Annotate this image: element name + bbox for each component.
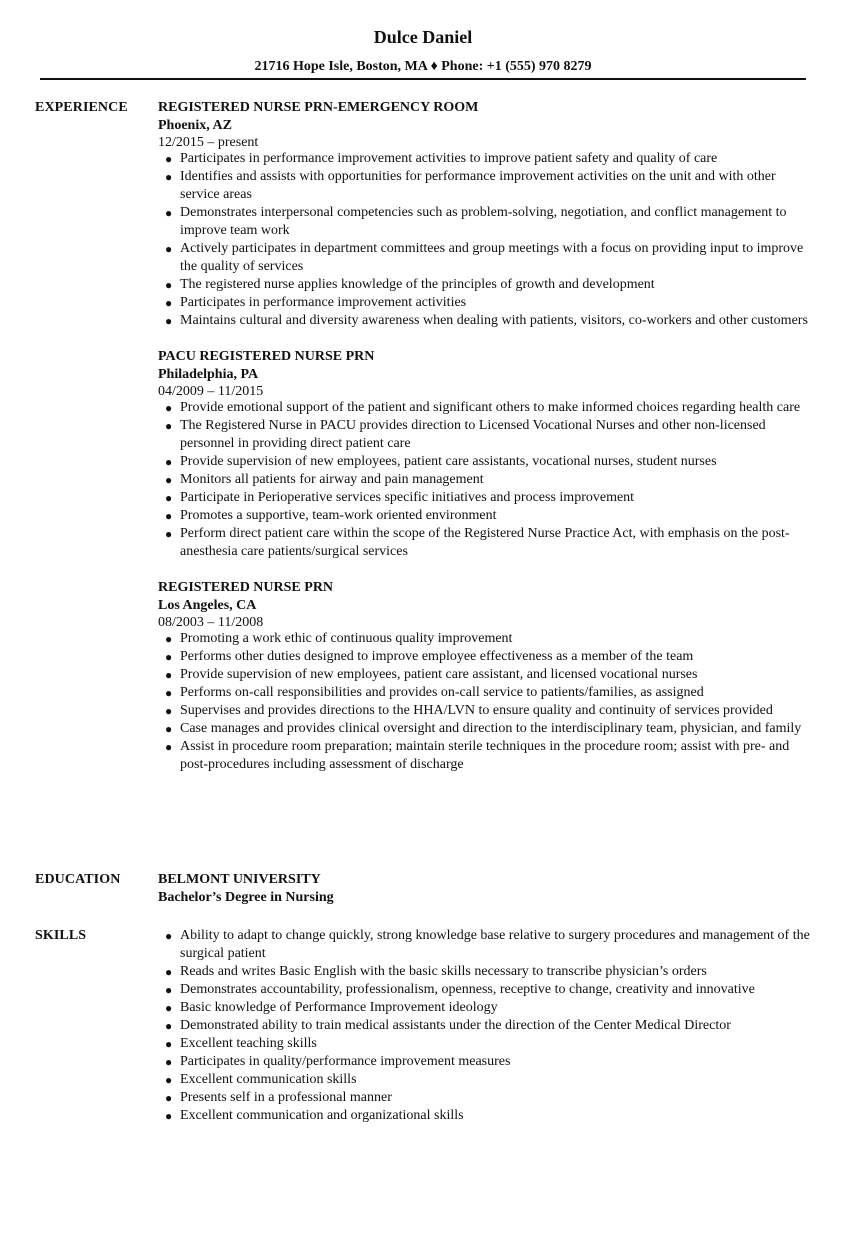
- skill-text: Presents self in a professional manner: [180, 1090, 392, 1105]
- bullet-text: Provide emotional support of the patient and significant others to make informed choices regarding health care: [180, 400, 801, 415]
- job-1: [158, 99, 818, 330]
- bullet-icon: ●: [165, 419, 173, 433]
- list-item: [158, 1107, 818, 1125]
- section-label-experience: EXPERIENCE: [35, 100, 128, 115]
- bullet-icon: ●: [165, 704, 173, 718]
- job-dates: 08/2003 – 11/2008: [158, 615, 264, 630]
- bullet-icon: ●: [165, 314, 173, 328]
- school-name: BELMONT UNIVERSITY: [158, 872, 321, 887]
- bullet-text: Performs other duties designed to improve employee effectiveness as a member of the team: [180, 649, 694, 664]
- candidate-name: Dulce Daniel: [373, 27, 473, 47]
- bullet-text: Participates in performance improvement activities: [180, 295, 467, 310]
- bullet-icon: ●: [165, 929, 173, 943]
- header-divider: [40, 78, 806, 80]
- bullet-icon: ●: [165, 686, 173, 700]
- section-label-skills: SKILLS: [35, 928, 87, 943]
- bullet-icon: ●: [165, 668, 173, 682]
- bullet-text: Assist in procedure room preparation; maintain sterile techniques in the procedure room; assist with pre- and post-procedures including assessment of discharge: [180, 739, 790, 772]
- bullet-icon: ●: [165, 455, 173, 469]
- list-item: [158, 684, 818, 702]
- bullet-text: Identifies and assists with opportunities for performance improvement activities on the unit and with other service areas: [180, 169, 776, 202]
- bullet-icon: ●: [165, 206, 173, 220]
- job-3: [158, 579, 818, 774]
- list-item: [158, 927, 818, 963]
- bullet-text: The Registered Nurse in PACU provides direction to Licensed Vocational Nurses and other non-licensed personnel in providing direct patient care: [180, 418, 766, 451]
- bullet-icon: ●: [165, 650, 173, 664]
- bullet-icon: ●: [165, 296, 173, 310]
- bullet-icon: ●: [165, 170, 173, 184]
- bullet-icon: ●: [165, 491, 173, 505]
- bullet-icon: ●: [165, 1109, 173, 1123]
- list-item: [158, 702, 818, 720]
- bullet-text: Perform direct patient care within the scope of the Registered Nurse Practice Act, with emphasis on the post-anesthesia care patients/surgical services: [180, 526, 790, 559]
- job-bullets: [158, 399, 818, 561]
- job-dates: 04/2009 – 11/2015: [158, 384, 264, 399]
- bullet-icon: ●: [165, 242, 173, 256]
- skill-text: Reads and writes Basic English with the basic skills necessary to transcribe physician’s orders: [180, 964, 707, 979]
- skills-body: [158, 927, 818, 1125]
- list-item: [158, 294, 818, 312]
- bullet-text: Maintains cultural and diversity awareness when dealing with patients, visitors, co-workers and other customers: [180, 313, 808, 328]
- bullet-icon: ●: [165, 722, 173, 736]
- degree: Bachelor’s Degree in Nursing: [158, 890, 334, 905]
- list-item: [158, 453, 818, 471]
- experience-body: [158, 99, 818, 792]
- list-item: [158, 399, 818, 417]
- bullet-text: Participate in Perioperative services specific initiatives and process improvement: [180, 490, 635, 505]
- list-item: [158, 312, 818, 330]
- bullet-icon: ●: [165, 965, 173, 979]
- bullet-icon: ●: [165, 1019, 173, 1033]
- bullet-text: The registered nurse applies knowledge of the principles of growth and development: [180, 277, 655, 292]
- bullet-icon: ●: [165, 152, 173, 166]
- job-bullets: [158, 630, 818, 774]
- job-location: Philadelphia, PA: [158, 367, 259, 382]
- skills-list: [158, 927, 818, 1125]
- bullet-icon: ●: [165, 1091, 173, 1105]
- bullet-text: Provide supervision of new employees, patient care assistant, and licensed vocational nurses: [180, 667, 698, 682]
- list-item: [158, 1089, 818, 1107]
- bullet-icon: ●: [165, 740, 173, 754]
- bullet-text: Promoting a work ethic of continuous quality improvement: [180, 631, 513, 646]
- bullet-text: Performs on-call responsibilities and provides on-call service to patients/families, as assigned: [180, 685, 704, 700]
- list-item: [158, 204, 818, 240]
- job-2: [158, 348, 818, 561]
- list-item: [158, 507, 818, 525]
- list-item: [158, 489, 818, 507]
- list-item: [158, 1053, 818, 1071]
- bullet-text: Demonstrates interpersonal competencies such as problem-solving, negotiation, and conflict management to improve team work: [180, 205, 787, 238]
- bullet-text: Supervises and provides directions to the HHA/LVN to ensure quality and continuity of services provided: [180, 703, 773, 718]
- list-item: [158, 1035, 818, 1053]
- skill-text: Ability to adapt to change quickly, strong knowledge base relative to surgery procedures and management of the surgical patient: [180, 928, 810, 961]
- list-item: [158, 471, 818, 489]
- skill-text: Excellent communication and organizational skills: [180, 1108, 464, 1123]
- job-dates: 12/2015 – present: [158, 135, 259, 150]
- job-title: REGISTERED NURSE PRN: [158, 580, 334, 595]
- bullet-text: Case manages and provides clinical oversight and direction to the interdisciplinary team, physician, and family: [180, 721, 802, 736]
- bullet-icon: ●: [165, 1073, 173, 1087]
- list-item: [158, 240, 818, 276]
- list-item: [158, 276, 818, 294]
- list-item: [158, 630, 818, 648]
- list-item: [158, 648, 818, 666]
- job-bullets: [158, 150, 818, 330]
- job-title: PACU REGISTERED NURSE PRN: [158, 349, 375, 364]
- section-label-education: EDUCATION: [35, 872, 121, 887]
- bullet-icon: ●: [165, 1001, 173, 1015]
- skill-text: Participates in quality/performance improvement measures: [180, 1054, 511, 1069]
- skill-text: Excellent teaching skills: [180, 1036, 317, 1051]
- list-item: [158, 168, 818, 204]
- list-item: [158, 999, 818, 1017]
- list-item: [158, 417, 818, 453]
- bullet-icon: ●: [165, 983, 173, 997]
- list-item: [158, 1017, 818, 1035]
- list-item: [158, 981, 818, 999]
- list-item: [158, 963, 818, 981]
- bullet-text: Promotes a supportive, team-work oriented environment: [180, 508, 497, 523]
- skill-text: Demonstrates accountability, professionalism, openness, receptive to change, creativity and innovative: [180, 982, 755, 997]
- job-title: REGISTERED NURSE PRN-EMERGENCY ROOM: [158, 100, 479, 115]
- bullet-icon: ●: [165, 1055, 173, 1069]
- contact-line: 21716 Hope Isle, Boston, MA ♦ Phone: +1 (555) 970 8279: [254, 59, 592, 74]
- bullet-icon: ●: [165, 401, 173, 415]
- bullet-icon: ●: [165, 509, 173, 523]
- list-item: [158, 525, 818, 561]
- skill-text: Excellent communication skills: [180, 1072, 357, 1087]
- list-item: [158, 666, 818, 684]
- job-location: Los Angeles, CA: [158, 598, 257, 613]
- bullet-icon: ●: [165, 1037, 173, 1051]
- bullet-text: Provide supervision of new employees, patient care assistants, vocational nurses, student nurses: [180, 454, 717, 469]
- bullet-text: Actively participates in department committees and group meetings with a focus on providing input to improve the quality of services: [180, 241, 804, 274]
- bullet-icon: ●: [165, 473, 173, 487]
- bullet-icon: ●: [165, 527, 173, 541]
- list-item: [158, 150, 818, 168]
- list-item: [158, 1071, 818, 1089]
- job-location: Phoenix, AZ: [158, 118, 232, 133]
- skill-text: Basic knowledge of Performance Improvement ideology: [180, 1000, 498, 1015]
- list-item: [158, 738, 818, 774]
- bullet-text: Monitors all patients for airway and pain management: [180, 472, 484, 487]
- bullet-icon: ●: [165, 632, 173, 646]
- education-body: [158, 871, 818, 907]
- bullet-icon: ●: [165, 278, 173, 292]
- bullet-text: Participates in performance improvement activities to improve patient safety and quality of care: [180, 151, 718, 166]
- list-item: [158, 720, 818, 738]
- skill-text: Demonstrated ability to train medical assistants under the direction of the Center Medical Director: [180, 1018, 731, 1033]
